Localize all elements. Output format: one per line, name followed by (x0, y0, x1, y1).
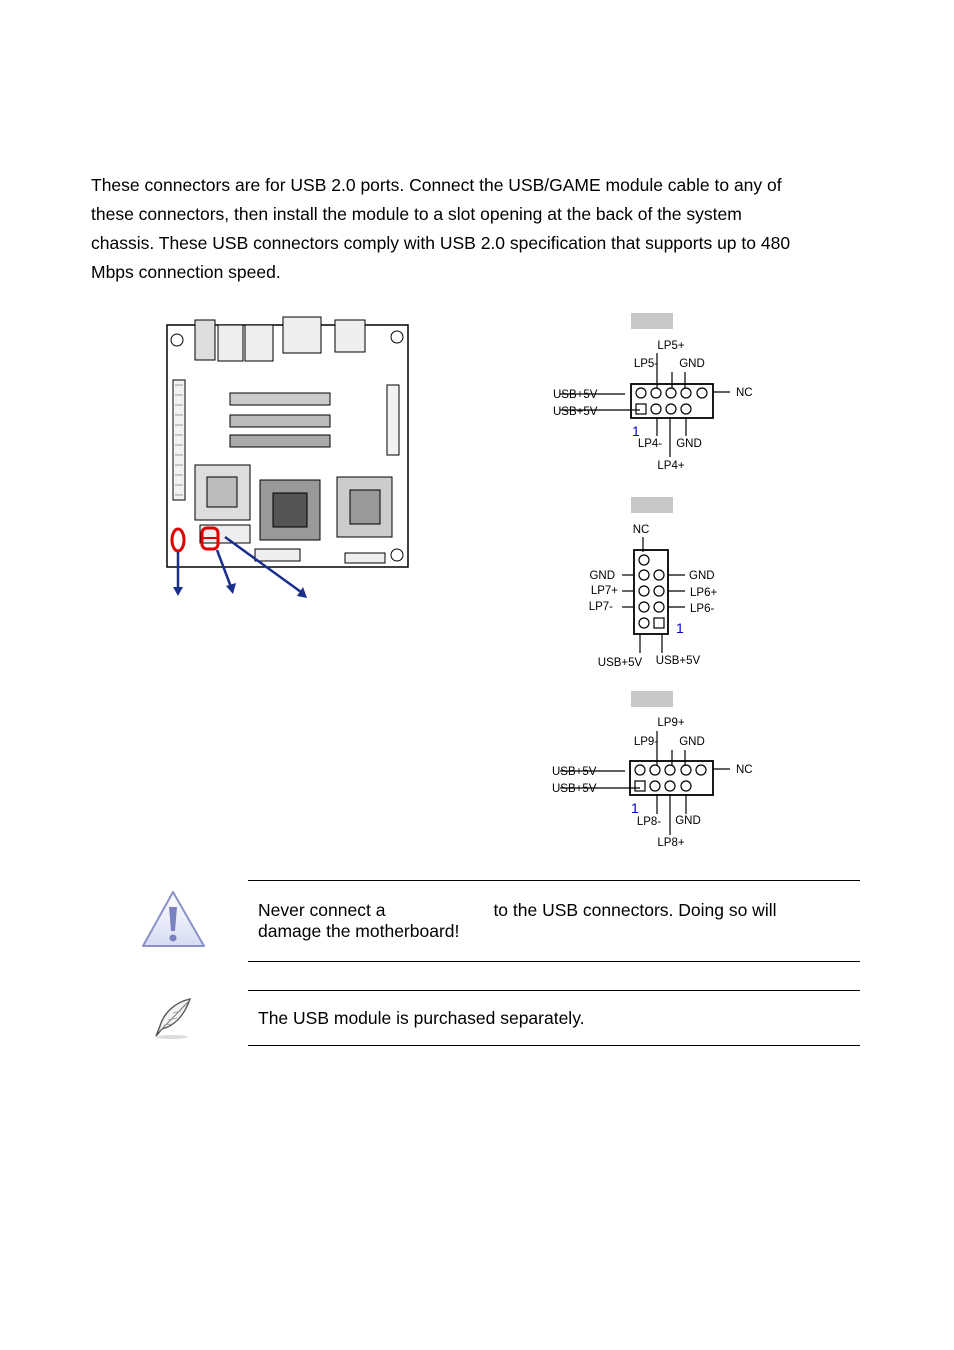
pin-label: USB+5V (552, 766, 597, 778)
warning-triangle-icon (140, 889, 208, 951)
pin-label: LP5+ (657, 340, 685, 352)
pin-label: NC (736, 387, 753, 399)
pin-label: LP6- (690, 603, 715, 615)
warning-text (258, 900, 777, 942)
pin-label: LP8+ (657, 837, 685, 849)
pin-label: LP5- (633, 358, 659, 370)
warning-text-part1: Never connect a (258, 900, 386, 920)
feather-quill-icon (150, 996, 196, 1040)
pin1-marker: 1 (631, 800, 639, 816)
intro-line: chassis. These USB connectors comply with USB 2.0 specification that supports up to 480 (91, 233, 791, 253)
note-box (248, 990, 860, 1046)
warning-box (248, 880, 860, 962)
pin1-marker: 1 (632, 423, 640, 439)
pin-label: GND (679, 358, 705, 370)
intro-line: these connectors, then install the module to a slot opening at the back of the system (91, 204, 742, 224)
pin-label: LP7+ (590, 585, 618, 597)
intro-line: Mbps connection speed. (91, 262, 281, 282)
pin-label: GND (679, 736, 705, 748)
pin-label: USB+5V (597, 657, 643, 669)
pin-label: NC (736, 764, 753, 776)
pin-label: LP6+ (690, 587, 718, 599)
usb-pinout-lp8-lp9 (540, 690, 780, 855)
pin-label: GND (675, 815, 701, 827)
pin-label: LP9+ (657, 717, 685, 729)
pin-label: USB+5V (552, 783, 597, 795)
pin-label: USB+5V (655, 655, 701, 667)
pin-label: LP9- (633, 736, 659, 748)
pin-label: LP4+ (657, 460, 685, 472)
note-text: The USB module is purchased separately. (258, 1008, 585, 1028)
pin-label: LP4- (637, 438, 663, 450)
pin-label: GND (689, 570, 715, 582)
motherboard-layout-figure (165, 315, 415, 600)
warning-text-part2: to the USB connectors. Doing so will (493, 900, 777, 920)
usb-pinout-lp4-lp5 (540, 312, 780, 477)
intro-line: These connectors are for USB 2.0 ports. Connect the USB/GAME module cable to any of (91, 175, 782, 195)
pin-label: LP7- (588, 601, 613, 613)
label-placeholder (631, 313, 673, 329)
pin-label: USB+5V (553, 406, 598, 418)
intro-paragraph (91, 171, 866, 287)
pin-label: GND (589, 570, 615, 582)
pin-label: LP8- (636, 816, 662, 828)
pin-label: NC (632, 524, 650, 536)
pin1-marker: 1 (676, 620, 684, 636)
pin-label: GND (676, 438, 702, 450)
warning-text-line2: damage the motherboard! (258, 921, 460, 941)
label-placeholder (631, 691, 673, 707)
label-placeholder (631, 497, 673, 513)
usb-pinout-lp6-lp7 (540, 495, 780, 675)
pin-label: USB+5V (553, 389, 598, 401)
